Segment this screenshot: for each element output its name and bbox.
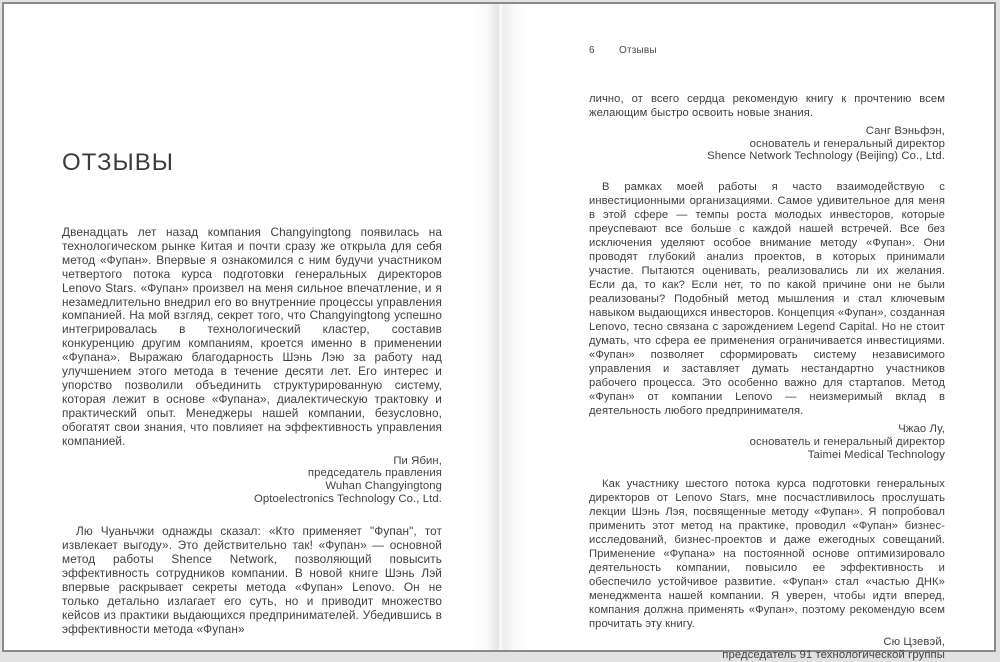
section-title: ОТЗЫВЫ xyxy=(62,149,175,176)
signature-block xyxy=(589,125,945,163)
right-page-text-column xyxy=(589,45,945,662)
signature-company: Taimei Medical Technology xyxy=(807,448,945,461)
signature-company: Shence Network Technology (Beijing) Co., Ltd. xyxy=(707,150,945,163)
page-left xyxy=(4,4,500,650)
signature-name: Санг Вэньфэн, xyxy=(865,125,945,137)
signature-name: Пи Ябин, xyxy=(393,454,442,467)
signature-company: Optoelectronics Technology Co., Ltd. xyxy=(253,492,442,505)
signature-company: Wuhan Changyingtong xyxy=(325,479,442,492)
testimonial-paragraph: В рамках моей работы я часто взаимодействую с инвестиционными организациями. Самое удивительное для меня в этой сфере — темпы роста молодых инвесторов, которые преуспевают все больше с каждой нашей встречей. Все без исключения уделяют особое внимание методу «Фупан». Они проводят глубокий анализ проектов, в которых принимали участие. Пытаются оценивать, реализовались ли их желания. Если да, то как? Если нет, то по какой причине они не были реализованы? Подобный метод мышления и стал ключевым навыком выдающихся инвесторов. Концепция «Фупан», созданная Lenovo, тесно связана с зарождением Legend Capital. Но не стоит думать, что сфера ее применения ограничивается инвестициями. «Фупан» позволяет сформировать систему независимого управления и заставляет думать нестандартно участников рабочего процесса. Это особенно важно для стартапов. Метод «Фупан» от компании Lenovo — неизмеримый вклад в деятельность любого предпринимателя. xyxy=(589,181,945,418)
signature-title: основатель и генеральный директор xyxy=(749,137,945,150)
signature-block xyxy=(62,455,442,506)
signature-block xyxy=(589,423,945,461)
testimonial-paragraph: Лю Чуаньчжи однажды сказал: «Кто применяет "Фупан", тот извлекает выгоду». Это действительно так! «Фупан» — основной метод работы Shence Network, позволяющий повысить эффективность сотрудников компании. В новой книге Шэнь Лэй впервые раскрывает секреты метода «Фупан» Lenovo. Он не только детально излагает его суть, но и приводит множество кейсов из практики выдающихся предпринимателей. Убедившись в эффективности метода «Фупан» xyxy=(62,524,442,636)
signature-title: председатель 91 технологической группы xyxy=(722,648,945,661)
testimonial-paragraph: Двенадцать лет назад компания Changyingtong появилась на технологическом рынке Китая и почти сразу же открыла для себя метод «Фупан». Впервые я ознакомился с ним будучи участником четвертого потока курса подготовки генеральных директоров Lenovo Stars. «Фупан» произвел на меня сильное впечатление, и я незамедлительно внедрил его во внутренние процессы управления компанией. На мой взгляд, секрет того, что Changyingtong успешно интегрировалась в технологический кластер, составив конкуренцию другим компаниям, кроется именно в применении «Фупана». Выражаю благодарность Шэнь Лэю за работу над улучшением этого метода в течение десяти лет. Его интерес и упорство позволили объединить структурированную систему, которая лежит в основе «Фупана», диалектическую трактовку и практический опыт. Менеджеры нашей компании, безусловно, обогатят свои знания, что повлияет на эффективность управления компанией. xyxy=(62,225,442,448)
signature-block xyxy=(589,636,945,661)
book-spread xyxy=(2,2,996,661)
running-header-title: Отзывы xyxy=(619,45,657,56)
page-number: 6 xyxy=(589,45,595,56)
signature-title: председатель правления xyxy=(307,467,442,480)
signature-name: Сю Цзевэй, xyxy=(883,636,945,649)
page-right xyxy=(500,4,994,661)
testimonial-paragraph: лично, от всего сердца рекомендую книгу к прочтению всем желающим быстро освоить новые знания. xyxy=(589,93,945,119)
signature-name: Чжао Лу, xyxy=(898,423,945,436)
testimonial-paragraph: Как участнику шестого потока курса подготовки генеральных директоров от Lenovo Stars, мне посчастливилось прослушать лекции Шэнь Лэя, посвященные методу «Фупан». Я попробовал применить этот метод на практике, проводил «Фупан» бизнес-исследований, бизнес-проектов и даже ежегодных совещаний. Применение «Фупана» на постоянной основе оптимизировало деятельность компании, повысило ее эффективность и обеспечило устойчивое развитие. «Фупан» стал «частью ДНК» менеджмента нашей компании. Я уверен, чтобы идти вперед, компания должна применять «Фупан», поэтому рекомендую всем прочитать эту книгу. xyxy=(589,478,945,631)
signature-title: основатель и генеральный директор xyxy=(749,435,945,448)
left-page-text-column xyxy=(62,149,442,637)
running-head xyxy=(589,45,945,56)
